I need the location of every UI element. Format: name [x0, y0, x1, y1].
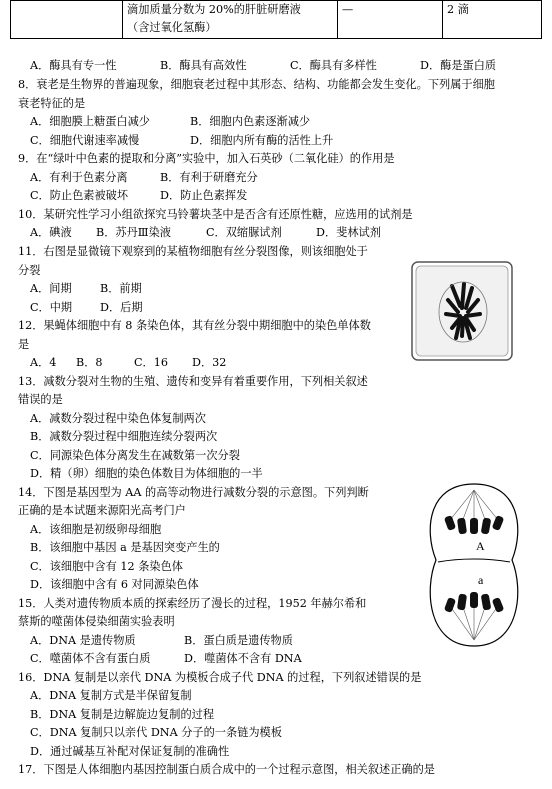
q9-option-b: B．有利于研磨充分 [160, 171, 258, 184]
q12-option-d: D．32 [192, 356, 227, 369]
q8-option-a: A．细胞膜上糖蛋白减少 [30, 115, 150, 128]
q16-option-b: B．DNA 复制是边解旋边复制的过程 [30, 708, 215, 721]
q10-options [30, 224, 381, 242]
q15-options-row1 [30, 632, 293, 650]
q9-option-c: C．防止色素被破坏 [30, 189, 129, 202]
q10-option-a: A．碘液 [30, 226, 72, 239]
q11-options-row2 [30, 299, 143, 317]
q8-stem-line1: 8．衰老是生物界的普遍现象，细胞衰老过程中其形态、结构、功能都会发生变化。下列属于细胞 [18, 78, 495, 91]
q12-options [30, 354, 226, 372]
q12-option-a: A．4 [30, 356, 57, 369]
q9-option-d: D．防止色素挥发 [160, 189, 248, 202]
q12-option-c: C．16 [134, 356, 168, 369]
q10-option-b: B．苏丹Ⅲ染液 [96, 226, 171, 239]
q11-option-d: D．后期 [100, 301, 143, 314]
q8-option-c: C．细胞代谢速率减慢 [30, 134, 140, 147]
q11-stem-line2: 分裂 [18, 264, 41, 277]
q17-stem: 17．下图是人体细胞内基因控制蛋白质合成中的一个过程示意图，相关叙述正确的是 [18, 763, 435, 776]
q7-option-a: A．酶具有专一性 [30, 59, 117, 72]
table-cell-4: 2 滴 [443, 1, 542, 39]
q8-stem-line2: 衰老特征的是 [18, 97, 86, 110]
q16-stem: 16．DNA 复制是以亲代 DNA 为模板合成子代 DNA 的过程，下列叙述错误的是 [18, 671, 422, 684]
q11-option-b: B．前期 [100, 282, 142, 295]
q7-option-d: D．酶是蛋白质 [420, 59, 497, 72]
q12-option-b: B．8 [76, 356, 103, 369]
q14-stem-line1: 14．下图是基因型为 AA 的高等动物进行减数分裂的示意图。下列判断 [18, 486, 369, 499]
q15-option-c: C．噬菌体不含有蛋白质 [30, 652, 151, 665]
q15-options-row2 [30, 650, 302, 668]
q9-stem: 9．在“绿叶中色素的提取和分离”实验中，加入石英砂（二氧化硅）的作用是 [18, 152, 395, 165]
gene-label-upper: A [476, 539, 485, 553]
q16-option-d: D．通过碱基互补配对保证复制的准确性 [30, 745, 230, 758]
table-cell-2-line2: （含过氧化氢酶） [127, 21, 217, 34]
mitosis-micrograph [408, 256, 518, 366]
table-cell-2-line1: 滴加质量分数为 20%的肝脏研磨液 [127, 3, 301, 16]
q11-option-c: C．中期 [30, 301, 73, 314]
q14-option-c: C．该细胞中含有 12 条染色体 [30, 560, 183, 573]
q12-stem-line2: 是 [18, 338, 30, 351]
q13-option-a: A．减数分裂过程中染色体复制两次 [30, 412, 206, 425]
q13-option-c: C．同源染色体分离发生在减数第一次分裂 [30, 449, 240, 462]
q14-option-b: B．该细胞中基因 a 是基因突变产生的 [30, 541, 220, 554]
table-cell-3: — [338, 1, 443, 39]
q15-stem-line2: 蔡斯的噬菌体侵染细菌实验表明 [18, 615, 175, 628]
experiment-table [10, 0, 542, 39]
q8-option-d: D．细胞内所有酶的活性上升 [190, 134, 334, 147]
q10-option-c: C．双缩脲试剂 [206, 226, 282, 239]
q14-option-d: D．该细胞中含有 6 对同源染色体 [30, 578, 199, 591]
q16-option-c: C．DNA 复制只以亲代 DNA 分子的一条链为模板 [30, 726, 282, 739]
table-row [11, 1, 542, 39]
table-cell-1 [11, 1, 123, 39]
q9-options-row2 [30, 187, 247, 205]
gene-label-lower: a [478, 573, 484, 587]
q12-stem-line1: 12．果蝇体细胞中有 8 条染色体，其有丝分裂中期细胞中的染色单体数 [18, 319, 371, 332]
meiosis-diagram [420, 480, 528, 650]
q15-stem-line1: 15．人类对遗传物质本质的探索经历了漫长的过程，1952 年赫尔希和 [18, 597, 367, 610]
q13-option-b: B．减数分裂过程中细胞连续分裂两次 [30, 430, 218, 443]
q10-stem: 10．某研究性学习小组欲探究马铃薯块茎中是否含有还原性糖，应选用的试剂是 [18, 208, 413, 221]
q14-stem-line2: 正确的是本试题来源阳光高考门户 [18, 504, 186, 517]
q7-options [30, 57, 496, 75]
q11-options-row1 [30, 280, 142, 298]
q11-stem-line1: 11．右图是显微镜下观察到的某植物细胞有丝分裂图像，则该细胞处于 [18, 245, 368, 258]
q14-option-a: A．该细胞是初级卵母细胞 [30, 523, 162, 536]
q13-option-d: D．精（卵）细胞的染色体数目为体细胞的一半 [30, 467, 263, 480]
table-cell-2 [123, 1, 338, 39]
q7-option-c: C．酶具有多样性 [290, 59, 377, 72]
q10-option-d: D．斐林试剂 [316, 226, 381, 239]
q16-option-a: A．DNA 复制方式是半保留复制 [30, 689, 192, 702]
q15-option-b: B．蛋白质是遗传物质 [184, 634, 293, 647]
q8-option-b: B．细胞内色素逐渐减少 [190, 115, 311, 128]
q13-stem-line1: 13．减数分裂对生物的生殖、遗传和变异有着重要作用，下列相关叙述 [18, 375, 368, 388]
q15-option-a: A．DNA 是遗传物质 [30, 634, 136, 647]
q8-options-row1 [30, 113, 310, 131]
q8-options-row2 [30, 132, 333, 150]
micrograph-cell-interior [416, 266, 508, 356]
q11-option-a: A．间期 [30, 282, 72, 295]
q13-stem-line2: 错误的是 [18, 393, 63, 406]
q7-option-b: B．酶具有高效性 [160, 59, 247, 72]
q9-option-a: A．有利于色素分离 [30, 171, 128, 184]
q9-options-row1 [30, 169, 258, 187]
q15-option-d: D．噬菌体不含有 DNA [184, 652, 302, 665]
